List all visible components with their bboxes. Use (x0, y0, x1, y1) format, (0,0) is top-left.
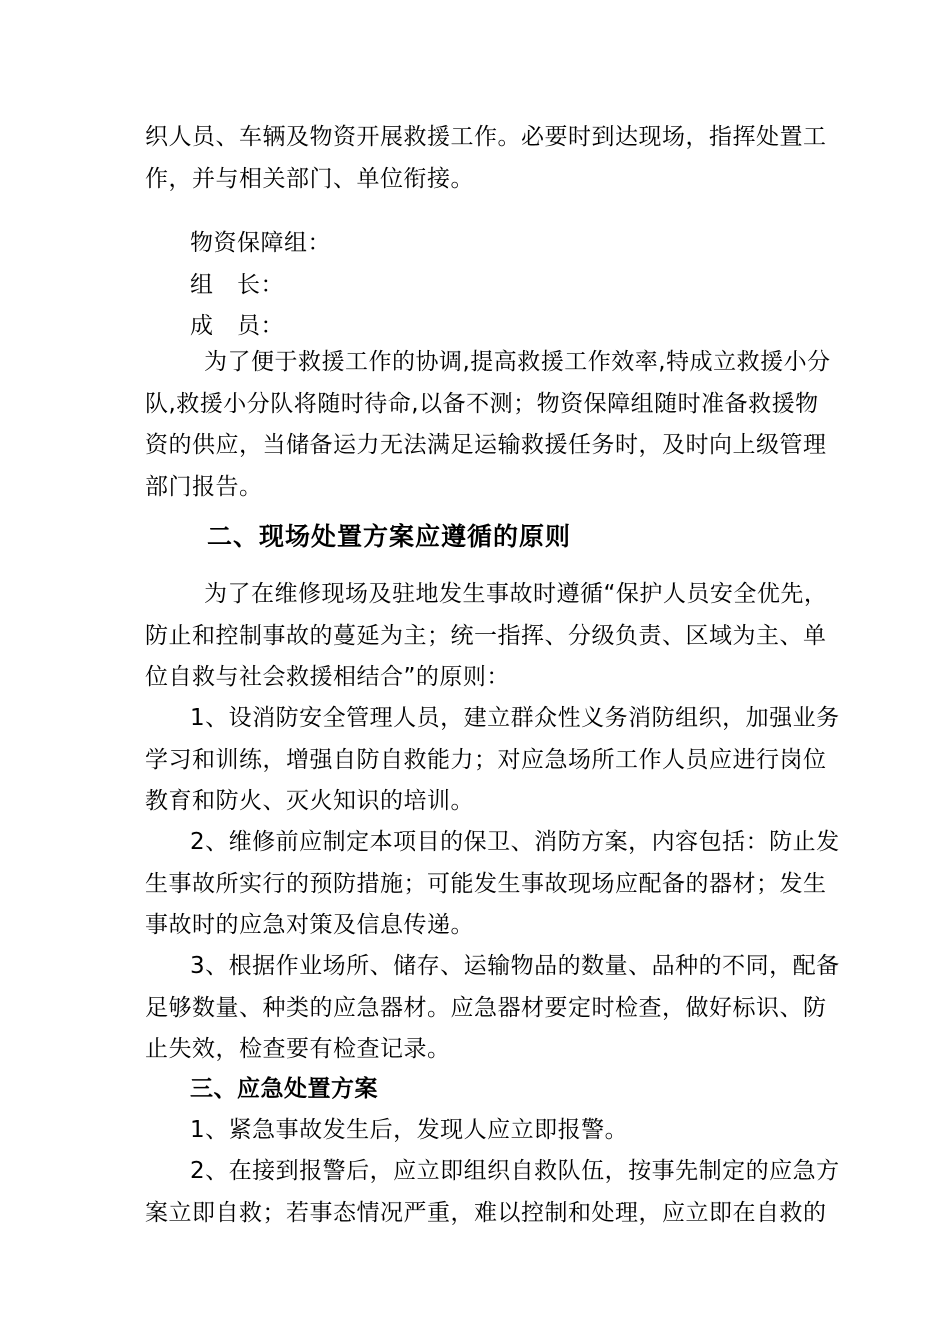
paragraph-line: 为了便于救援工作的协调,提高救援工作效率,特成立救援小分 (204, 349, 831, 375)
list-item-line: 1、紧急事故发生后，发现人应立即报警。 (190, 1117, 629, 1143)
list-item-line: 事故时的应急对策及信息传递。 (145, 912, 474, 938)
list-item-line: 教育和防火、灭火知识的培训。 (145, 788, 474, 814)
paragraph-line: 为了在维修现场及驻地发生事故时遵循“保护人员安全优先， (204, 581, 828, 607)
list-item-line: 2、维修前应制定本项目的保卫、消防方案，内容包括：防止发 (190, 829, 840, 855)
paragraph-line: 防止和控制事故的蔓延为主；统一指挥、分级负责、区域为主、单 (145, 623, 827, 649)
paragraph-line: 织人员、车辆及物资开展救援工作。必要时到达现场，指挥处置工 (145, 124, 827, 150)
list-item-line: 3、根据作业场所、储存、运输物品的数量、品种的不同，配备 (190, 953, 840, 979)
group-members-label: 成 员： (190, 313, 284, 339)
paragraph-line: 部门报告。 (145, 474, 263, 500)
list-item-line: 足够数量、种类的应急器材。应急器材要定时检查，做好标识、防 (145, 995, 827, 1021)
paragraph-line: 资的供应，当储备运力无法满足运输救援任务时，及时向上级管理 (145, 432, 827, 458)
list-item-line: 学习和训练，增强自防自救能力；对应急场所工作人员应进行岗位 (145, 747, 827, 773)
list-item-line: 2、在接到报警后，应立即组织自救队伍，按事先制定的应急方 (190, 1158, 840, 1184)
paragraph-line: 作，并与相关部门、单位衔接。 (145, 166, 474, 192)
group-leader-label: 组 长： (190, 272, 284, 298)
section-heading: 二、现场处置方案应遵循的原则 (207, 522, 572, 551)
list-item-line: 1、设消防安全管理人员，建立群众性义务消防组织，加强业务 (190, 705, 840, 731)
paragraph-line: 队,救援小分队将随时待命,以备不测；物资保障组随时准备救援物 (145, 391, 819, 417)
list-item-line: 生事故所实行的预防措施；可能发生事故现场应配备的器材；发生 (145, 871, 827, 897)
group-title: 物资保障组： (190, 230, 331, 256)
paragraph-line: 位自救与社会救援相结合”的原则： (145, 664, 510, 690)
section-heading: 三、应急处置方案 (190, 1076, 378, 1102)
list-item-line: 止失效，检查要有检查记录。 (145, 1036, 451, 1062)
list-item-line: 案立即自救；若事态情况严重，难以控制和处理，应立即在自救的 (145, 1200, 827, 1226)
